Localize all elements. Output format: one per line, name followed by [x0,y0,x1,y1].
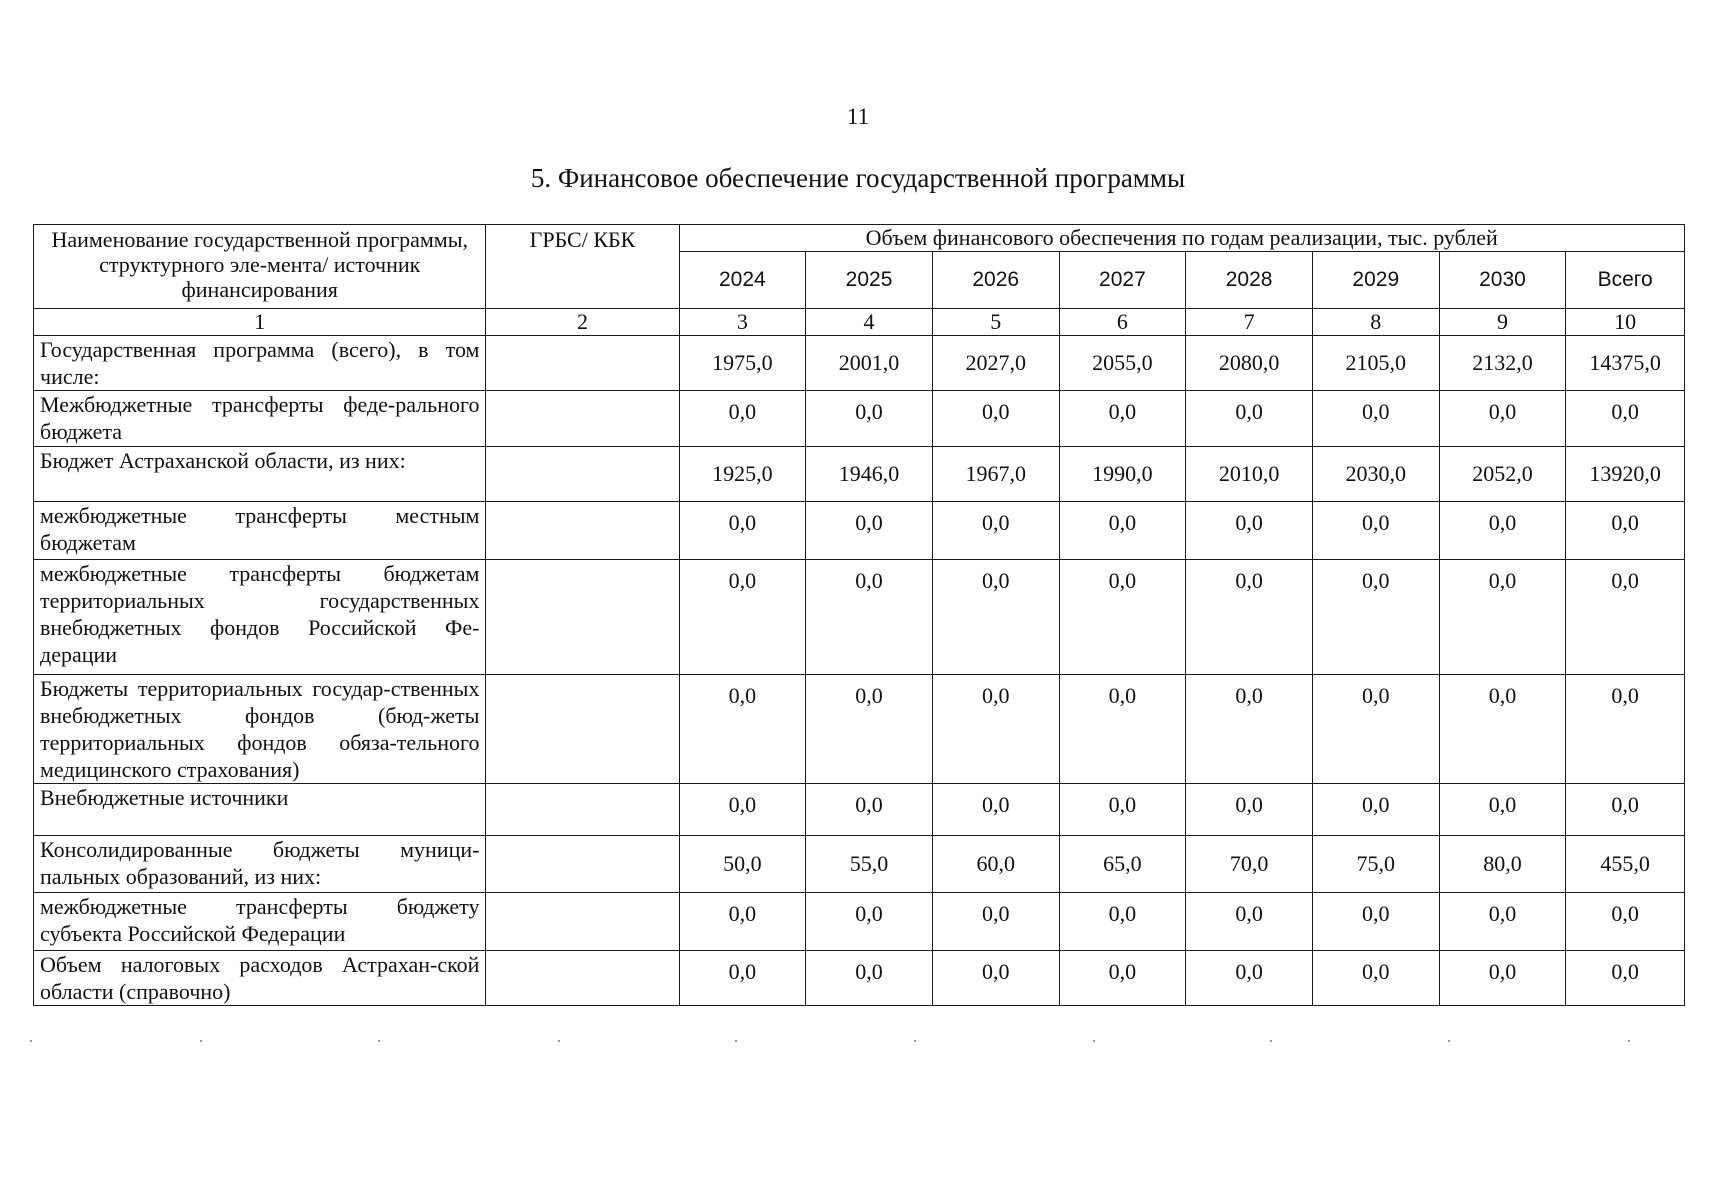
row-label: межбюджетные трансферты бюджету субъекта Российской Федерации [34,893,486,951]
column-number: 10 [1566,309,1685,336]
section-title: 5. Финансовое обеспечение государственной программы [530,163,1186,193]
value-cell: 0,0 [1566,502,1685,560]
value-cell: 0,0 [1566,784,1685,836]
value-cell: 75,0 [1312,836,1439,893]
scan-dot [200,1040,202,1042]
value-cell: 0,0 [806,391,933,447]
scan-dot [735,1040,737,1042]
value-cell: 455,0 [1566,836,1685,893]
row-label: Внебюджетные источники [34,784,486,836]
column-number: 2 [486,309,679,336]
value-cell: 0,0 [1439,951,1566,1006]
value-cell: 2027,0 [932,336,1059,391]
value-cell: 1975,0 [679,336,806,391]
scan-artifact-dots [30,1040,1680,1042]
value-cell: 2105,0 [1312,336,1439,391]
row-grbs [486,836,679,893]
value-cell: 0,0 [1186,502,1313,560]
value-cell: 0,0 [1566,893,1685,951]
value-cell: 0,0 [679,893,806,951]
row-grbs [486,951,679,1006]
value-cell: 0,0 [1186,951,1313,1006]
value-cell: 0,0 [1059,784,1186,836]
header-year: 2027 [1059,252,1186,309]
value-cell: 0,0 [1439,675,1566,784]
row-label: Бюджет Астраханской области, из них: [34,447,486,502]
value-cell: 0,0 [1439,391,1566,447]
column-number-row [34,309,1685,336]
value-cell: 0,0 [932,502,1059,560]
value-cell: 0,0 [1439,784,1566,836]
value-cell: 0,0 [1059,893,1186,951]
row-grbs [486,336,679,391]
column-number: 8 [1312,309,1439,336]
scan-dot [914,1040,916,1042]
value-cell: 2055,0 [1059,336,1186,391]
value-cell: 0,0 [1312,675,1439,784]
row-label: Межбюджетные трансферты феде-рального бюджета [34,391,486,447]
value-cell: 0,0 [1566,391,1685,447]
value-cell: 2010,0 [1186,447,1313,502]
row-grbs [486,893,679,951]
value-cell: 80,0 [1439,836,1566,893]
header-year: 2025 [806,252,933,309]
value-cell: 0,0 [1439,893,1566,951]
row-grbs [486,784,679,836]
column-number: 3 [679,309,806,336]
row-label: межбюджетные трансферты местным бюджетам [34,502,486,560]
value-cell: 0,0 [932,784,1059,836]
row-label: Объем налоговых расходов Астрахан-ской области (справочно) [34,951,486,1006]
row-grbs [486,502,679,560]
scan-dot [30,1040,32,1042]
value-cell: 65,0 [1059,836,1186,893]
value-cell: 0,0 [806,675,933,784]
column-number: 4 [806,309,933,336]
value-cell: 0,0 [806,560,933,675]
table-row [34,502,1685,560]
row-label: Бюджеты территориальных государ-ственных внебюджетных фондов (бюд-жеты территориальных фондов обяза-тельного медицинского страхования) [34,675,486,784]
value-cell: 0,0 [1059,502,1186,560]
table-row [34,951,1685,1006]
value-cell: 0,0 [1059,391,1186,447]
table-row [34,336,1685,391]
value-cell: 0,0 [806,951,933,1006]
scan-dot [1270,1040,1272,1042]
value-cell: 0,0 [1439,560,1566,675]
header-year: 2030 [1439,252,1566,309]
value-cell: 0,0 [679,951,806,1006]
value-cell: 0,0 [679,560,806,675]
value-cell: 0,0 [806,784,933,836]
value-cell: 0,0 [806,893,933,951]
value-cell: 0,0 [932,391,1059,447]
header-grbs-column: ГРБС/ КБК [486,225,679,309]
value-cell: 2001,0 [806,336,933,391]
value-cell: 0,0 [1186,560,1313,675]
value-cell: 0,0 [1186,784,1313,836]
value-cell: 0,0 [1312,893,1439,951]
value-cell: 70,0 [1186,836,1313,893]
value-cell: 55,0 [806,836,933,893]
value-cell: 0,0 [1059,951,1186,1006]
value-cell: 1967,0 [932,447,1059,502]
column-number: 6 [1059,309,1186,336]
value-cell: 0,0 [806,502,933,560]
value-cell: 0,0 [1059,560,1186,675]
value-cell: 0,0 [679,675,806,784]
table-row [34,836,1685,893]
scan-dot [1093,1040,1095,1042]
value-cell: 0,0 [932,893,1059,951]
value-cell: 1946,0 [806,447,933,502]
table-row [34,560,1685,675]
column-number: 1 [34,309,486,336]
table-row [34,391,1685,447]
value-cell: 0,0 [1312,502,1439,560]
value-cell: 0,0 [1439,502,1566,560]
table-row [34,893,1685,951]
value-cell: 2052,0 [1439,447,1566,502]
value-cell: 0,0 [1312,784,1439,836]
value-cell: 0,0 [932,675,1059,784]
financing-table [33,224,1685,1006]
value-cell: 0,0 [932,951,1059,1006]
scan-dot [1448,1040,1450,1042]
value-cell: 2080,0 [1186,336,1313,391]
header-year: 2028 [1186,252,1313,309]
value-cell: 0,0 [1312,560,1439,675]
value-cell: 0,0 [679,784,806,836]
column-number: 9 [1439,309,1566,336]
value-cell: 0,0 [679,502,806,560]
header-year: 2029 [1312,252,1439,309]
scan-dot [1628,1040,1630,1042]
row-grbs [486,391,679,447]
value-cell: 0,0 [1566,560,1685,675]
header-year: 2026 [932,252,1059,309]
table-row [34,447,1685,502]
table-row [34,675,1685,784]
value-cell: 1925,0 [679,447,806,502]
row-grbs [486,675,679,784]
value-cell: 0,0 [932,560,1059,675]
value-cell: 60,0 [932,836,1059,893]
value-cell: 2030,0 [1312,447,1439,502]
column-number: 7 [1186,309,1313,336]
column-number: 5 [932,309,1059,336]
row-label: Государственная программа (всего), в том числе: [34,336,486,391]
scan-dot [558,1040,560,1042]
value-cell: 0,0 [1186,675,1313,784]
header-volume-group: Объем финансового обеспечения по годам реализации, тыс. рублей [679,225,1685,252]
header-name-column: Наименование государственной программы, структурного эле-мента/ источник финансирования [34,225,486,309]
value-cell: 14375,0 [1566,336,1685,391]
header-total: Всего [1566,252,1685,309]
row-label: межбюджетные трансферты бюджетам территориальных государственных внебюджетных фондов Российской Фе-дерации [34,560,486,675]
value-cell: 2132,0 [1439,336,1566,391]
value-cell: 0,0 [1059,675,1186,784]
scan-dot [378,1040,380,1042]
value-cell: 0,0 [1186,391,1313,447]
header-year: 2024 [679,252,806,309]
value-cell: 0,0 [1566,675,1685,784]
value-cell: 0,0 [679,391,806,447]
value-cell: 0,0 [1312,951,1439,1006]
row-grbs [486,560,679,675]
table-row [34,784,1685,836]
value-cell: 50,0 [679,836,806,893]
page-number: 11 [846,104,870,129]
value-cell: 1990,0 [1059,447,1186,502]
row-grbs [486,447,679,502]
value-cell: 0,0 [1186,893,1313,951]
value-cell: 0,0 [1566,951,1685,1006]
value-cell: 13920,0 [1566,447,1685,502]
value-cell: 0,0 [1312,391,1439,447]
row-label: Консолидированные бюджеты муници-пальных образований, из них: [34,836,486,893]
